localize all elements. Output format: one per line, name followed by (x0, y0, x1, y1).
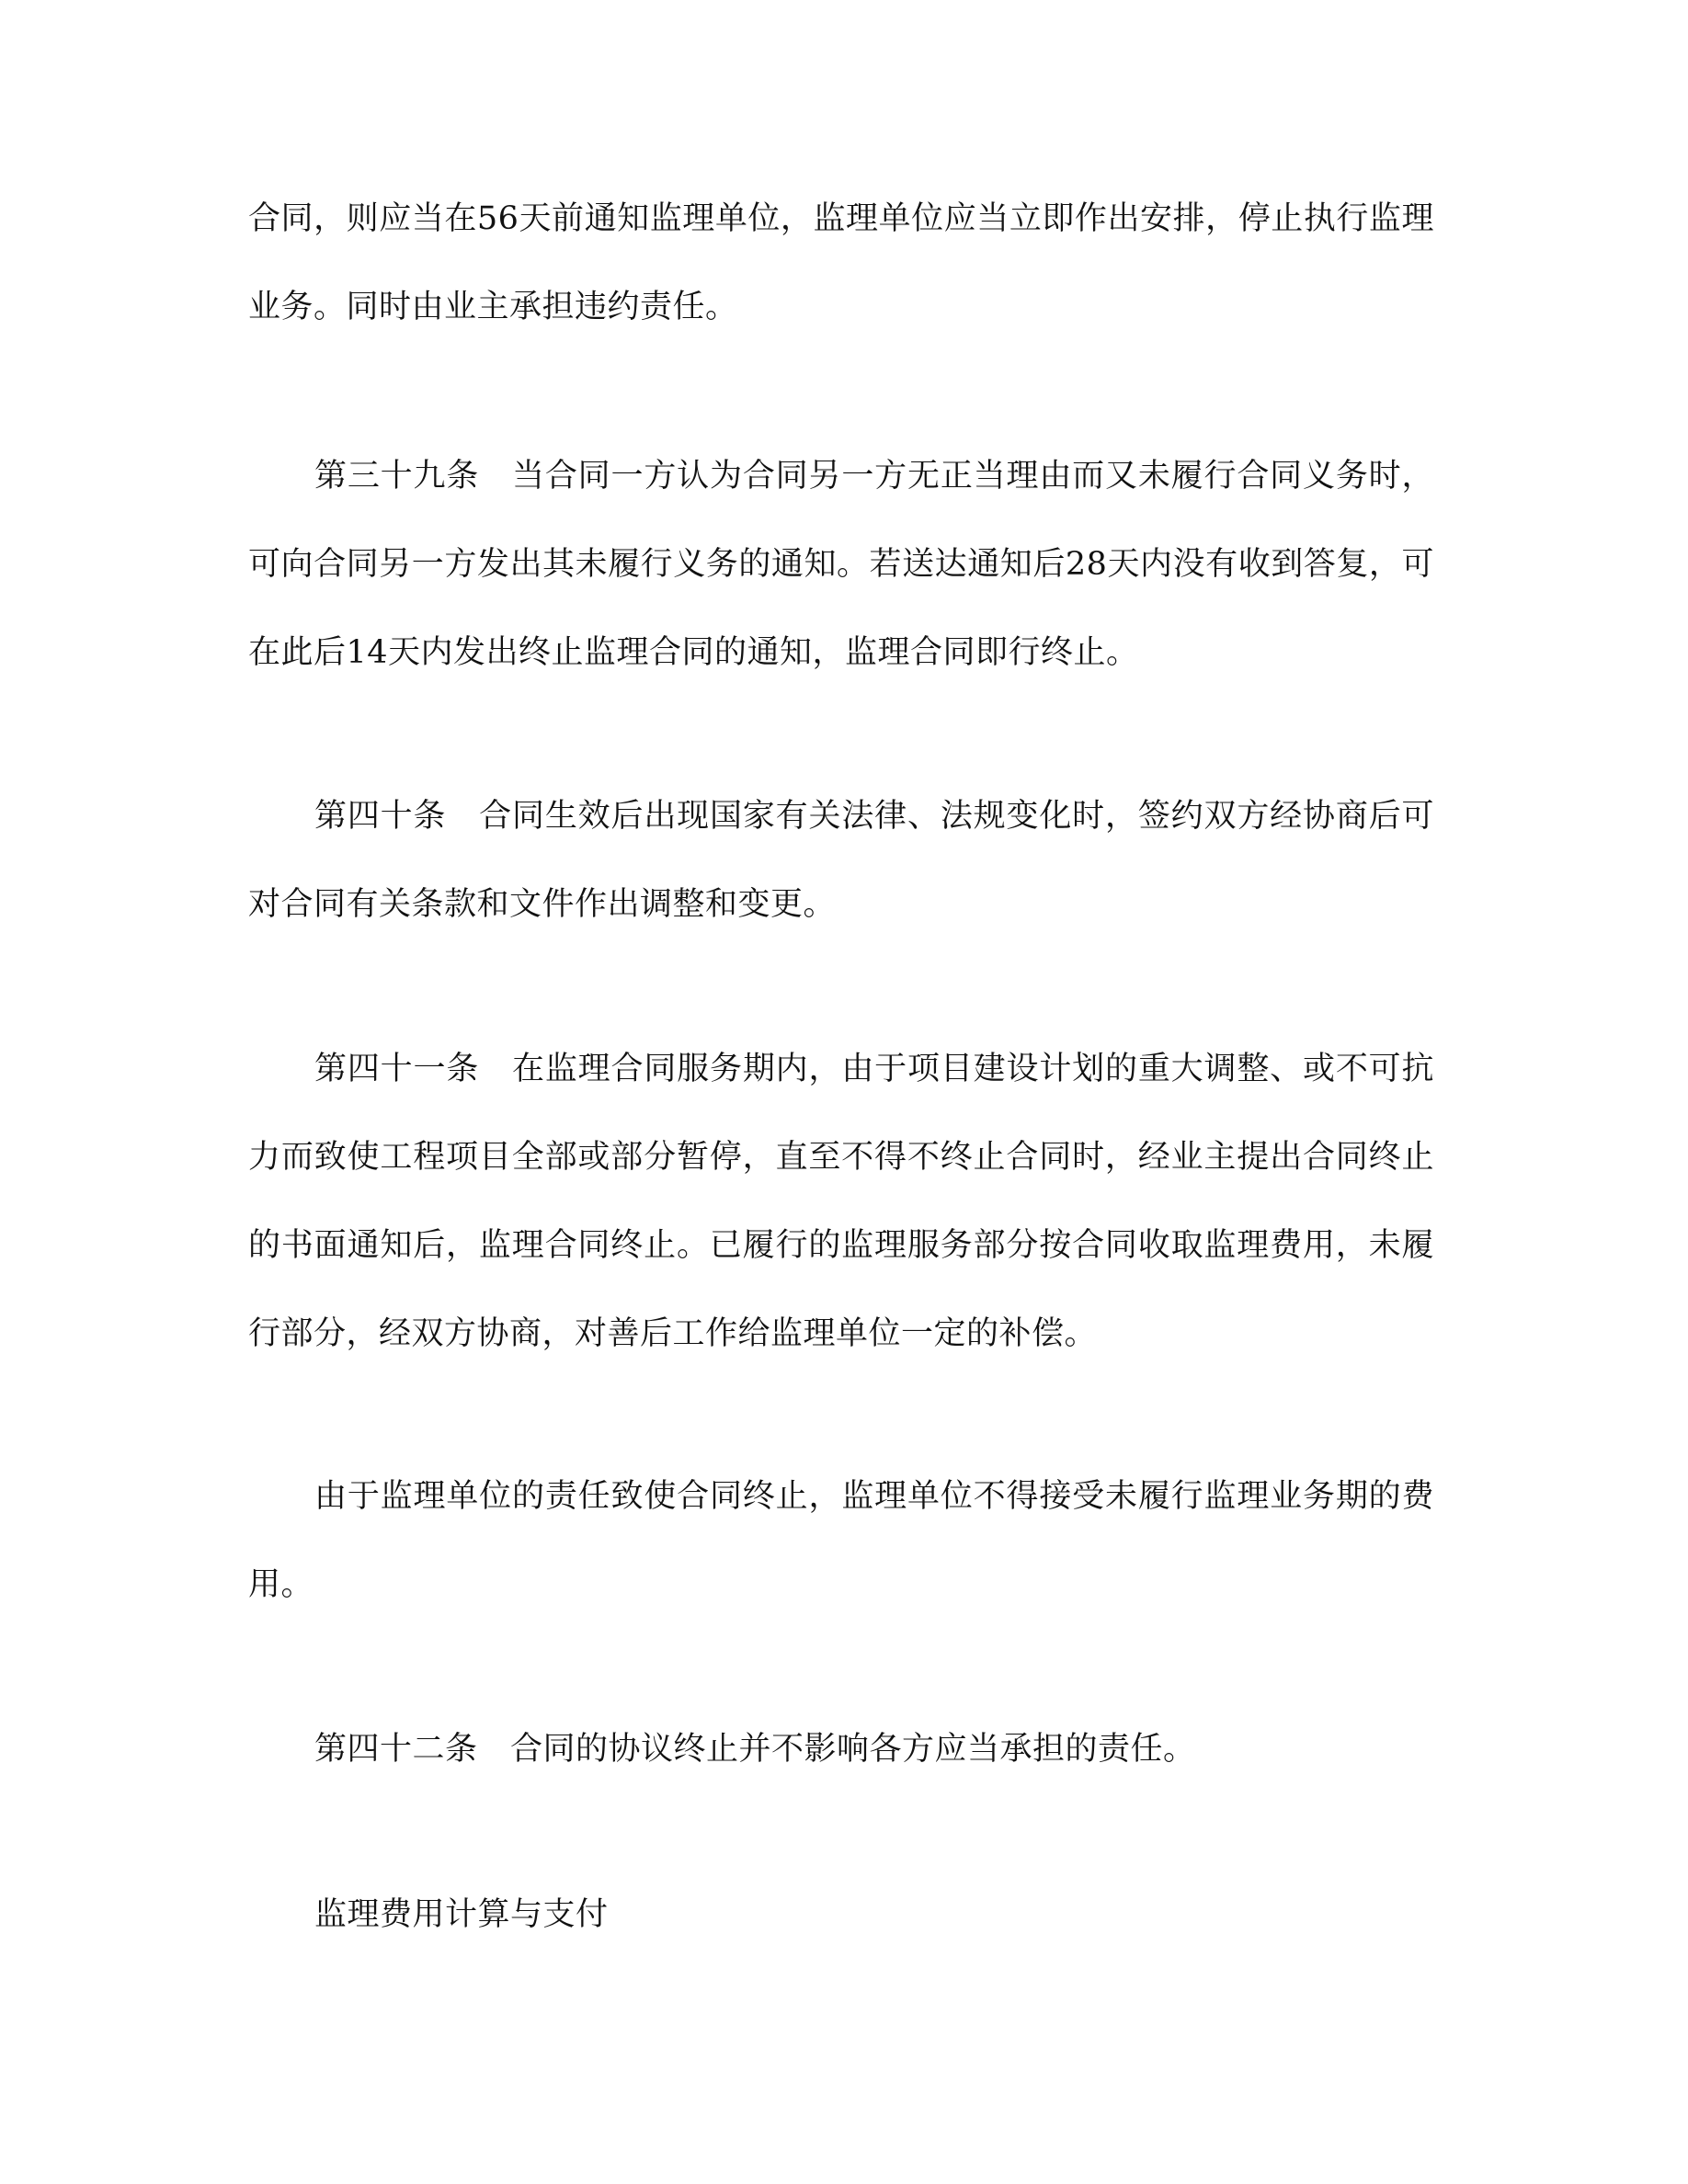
text-line: 第三十九条 当合同一方认为合同另一方无正当理由而又未履行合同义务时， (314, 458, 1434, 495)
text-line: 在此后14天内发出终止监理合同的通知，监理合同即行终止。 (248, 634, 1139, 671)
text-line: 用。 (248, 1566, 314, 1603)
paragraph-continuation (248, 175, 1434, 351)
text-line: 监理费用计算与支付 (314, 1896, 609, 1933)
text-line: 由于监理单位的责任致使合同终止，监理单位不得接受未履行监理业务期的费 (314, 1478, 1434, 1515)
paragraph-article-40 (248, 772, 1434, 949)
text-line: 行部分，经双方协商，对善后工作给监理单位一定的补偿。 (248, 1315, 1098, 1352)
paragraph-article-42 (248, 1705, 1434, 1793)
text-line: 第四十二条 合同的协议终止并不影响各方应当承担的责任。 (314, 1731, 1196, 1768)
text-line: 的书面通知后，监理合同终止。已履行的监理服务部分按合同收取监理费用，未履 (248, 1227, 1434, 1264)
text-line: 业务。同时由业主承担违约责任。 (248, 289, 738, 325)
paragraph-article-41 (248, 1025, 1434, 1378)
text-line: 力而致使工程项目全部或部分暂停，直至不得不终止合同时，经业主提出合同终止 (248, 1139, 1434, 1176)
text-line: 对合同有关条款和文件作出调整和变更。 (248, 886, 837, 923)
text-line: 合同，则应当在56天前通知监理单位，监理单位应当立即作出安排，停止执行监理 (248, 200, 1434, 237)
text-line: 第四十一条 在监理合同服务期内，由于项目建设计划的重大调整、或不可抗 (314, 1051, 1434, 1087)
text-line: 第四十条 合同生效后出现国家有关法律、法规变化时，签约双方经协商后可 (314, 798, 1434, 835)
paragraph-article-39 (248, 432, 1434, 697)
text-line: 可向合同另一方发出其未履行义务的通知。若送达通知后28天内没有收到答复，可 (248, 546, 1434, 583)
section-heading-fees (248, 1871, 1434, 1959)
paragraph-termination-liability (248, 1452, 1434, 1629)
